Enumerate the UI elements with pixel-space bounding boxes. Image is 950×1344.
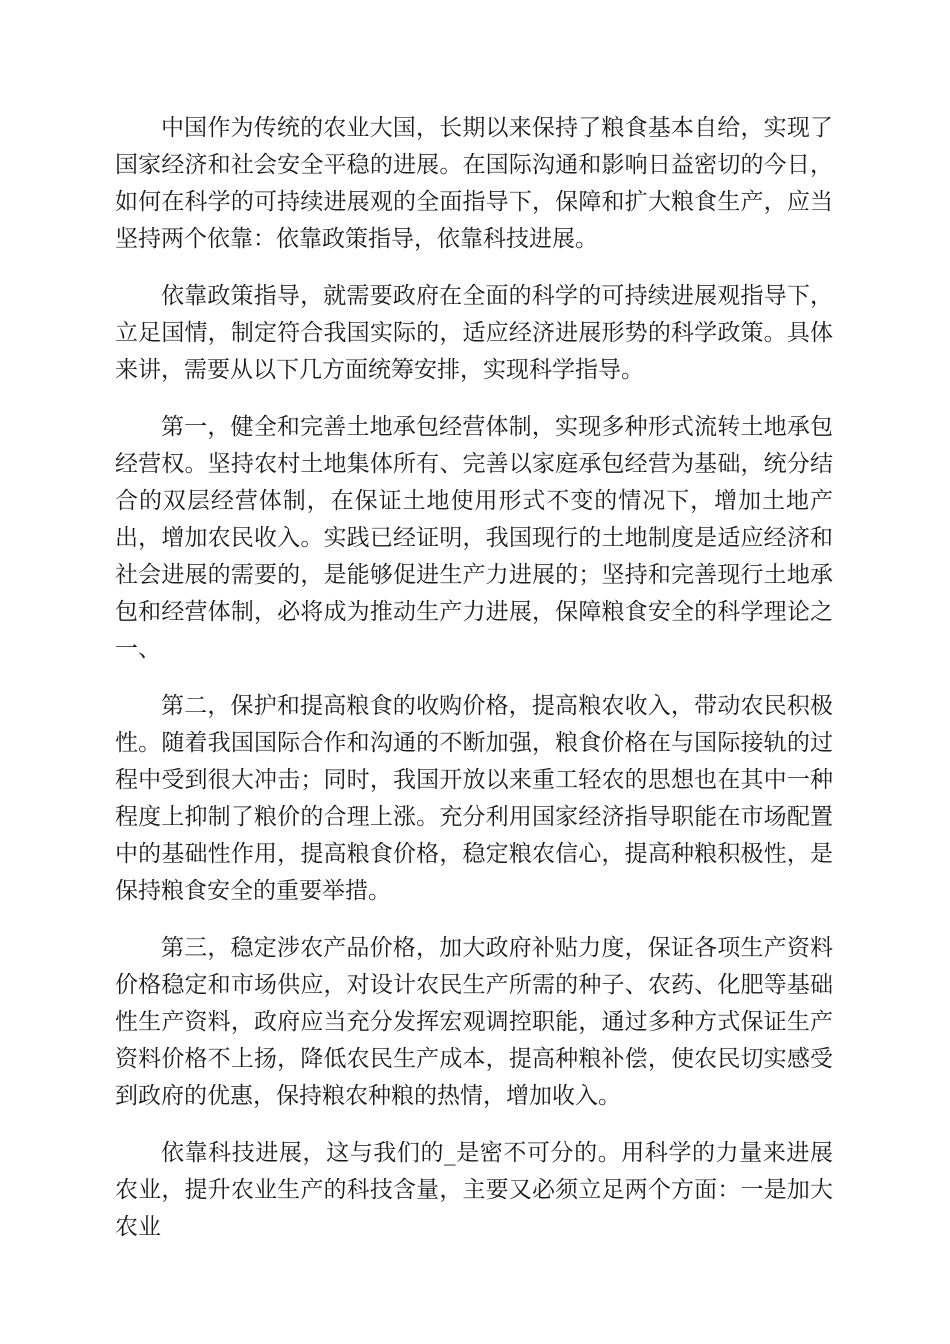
paragraph-intro: 中国作为传统的农业大国，长期以来保持了粮食基本自给，实现了国家经济和社会安全平稳的进展。在国际沟通和影响日益密切的今日，如何在科学的可持续进展观的全面指导下，保障和扩大粮食生产，应当坚持两个依靠：依靠政策指导，依靠科技进展。 xyxy=(115,115,833,252)
document-page xyxy=(115,110,833,1266)
paragraph-policy-guidance: 依靠政策指导，就需要政府在全面的科学的可持续进展观指导下，立足国情，制定符合我国实际的，适应经济进展形势的科学政策。具体来讲，需要从以下几方面统筹安排，实现科学指导。 xyxy=(115,283,833,383)
paragraph-technology: 依靠科技进展，这与我们的_是密不可分的。用科学的力量来进展农业，提升农业生产的科技含量，主要又必须立足两个方面：一是加大农业 xyxy=(115,1140,833,1240)
paragraph-point-two: 第二，保护和提高粮食的收购价格，提高粮农收入，带动农民积极性。随着我国国际合作和沟通的不断加强，粮食价格在与国际接轨的过程中受到很大冲击；同时，我国开放以来重工轻农的思想也在其中一种程度上抑制了粮价的合理上涨。充分利用国家经济指导职能在市场配置中的基础性作用，提高粮食价格，稳定粮农信心，提高种粮积极性，是保持粮食安全的重要举措。 xyxy=(115,693,833,904)
paragraph-point-three: 第三，稳定涉农产品价格，加大政府补贴力度，保证各项生产资料价格稳定和市场供应，对设计农民生产所需的种子、农药、化肥等基础性生产资料，政府应当充分发挥宏观调控职能，通过多种方式保证生产资料价格不上扬，降低农民生产成本，提高种粮补偿，使农民切实感受到政府的优惠，保持粮农种粮的热情，增加收入。 xyxy=(115,935,833,1109)
paragraph-point-one: 第一，健全和完善土地承包经营体制，实现多种形式流转土地承包经营权。坚持农村土地集体所有、完善以家庭承包经营为基础，统分结合的双层经营体制，在保证土地使用形式不变的情况下，增加土地产出，增加农民收入。实践已经证明，我国现行的土地制度是适应经济和社会进展的需要的，是能够促进生产力进展的；坚持和完善现行土地承包和经营体制，必将成为推动生产力进展，保障粮食安全的科学理论之一、 xyxy=(115,414,833,662)
